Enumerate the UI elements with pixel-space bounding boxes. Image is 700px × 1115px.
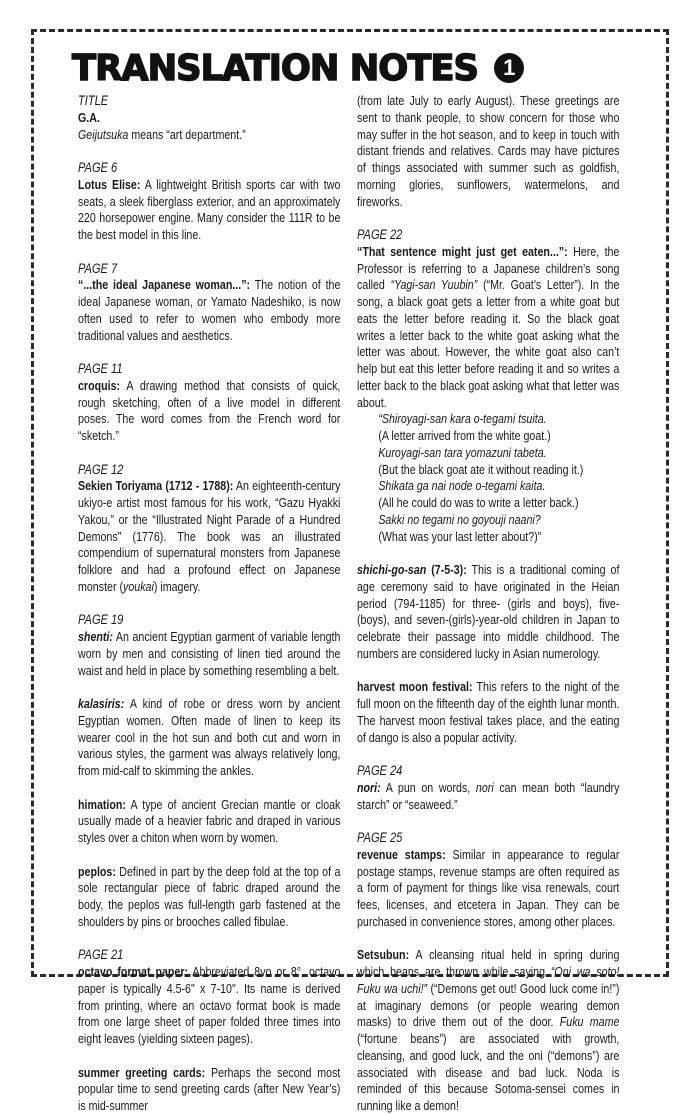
note-term: Lotus Elise: <box>78 176 141 192</box>
note-text: An ancient Egyptian garment of variable length worn by men and consisting of linen tied around the waist and held in place by something resembling a belt. <box>78 629 341 678</box>
lyric-line: (All he could do was to write a letter back.) <box>378 495 579 510</box>
note-entry <box>78 378 340 445</box>
lyric-line: “Shiroyagi-san kara o-tegami tsuita. <box>378 411 547 427</box>
section-heading: PAGE 11 <box>78 361 123 376</box>
note-term: croquis: <box>78 377 121 393</box>
note-text: “Oni wa soto! Fuku wa uchi!” <box>357 964 620 996</box>
note-term: Setsubun: <box>357 947 410 963</box>
note-term: revenue stamps: <box>357 846 446 862</box>
note-entry <box>78 177 340 244</box>
note-term: himation: <box>78 796 126 812</box>
lyric-line: (But the black goat ate it without reading it.) <box>378 461 584 477</box>
note-text: A cleansing ritual held in spring during which beans are thrown while saying <box>357 947 620 979</box>
note-term: Sekien Toriyama (1712 - 1788): <box>78 478 234 494</box>
note-entry <box>78 127 340 144</box>
right-column <box>357 93 619 1115</box>
note-entry <box>78 110 340 127</box>
note-term: summer greeting cards: <box>78 1064 206 1080</box>
lyric-line: Kuroyagi-san tara yomazuni tabeta. <box>378 444 547 460</box>
section-heading: PAGE 7 <box>78 260 118 276</box>
note-entry <box>78 1065 340 1115</box>
note-entry <box>357 847 619 931</box>
note-text: Fuku mame <box>559 1014 620 1030</box>
note-text: The notion of the ideal Japanese woman, or Yamato Nadeshiko, is now often used to refer to women who embody more traditional values and aesthetics. <box>78 277 341 343</box>
note-term: “That sentence might just get eaten...”: <box>357 243 568 259</box>
note-entry <box>357 562 619 663</box>
song-lyrics <box>357 411 619 545</box>
note-entry <box>357 93 619 210</box>
note-text: This is a traditional coming of age ceremony said to have originated in the Heian period (794-1185) for three- (girls and boys), five- (boys), and seven-(girls)-year-old children in Japan to celebrate their passage into middle childhood. The numbers are considered lucky in Asian numerology. <box>357 562 620 661</box>
note-text: An eighteenth-century ukiyo-e artist most famous for his work, “Gazu Hyakki Yakou,” or the “Illustrated Night Parade of a Hundred Demons” (1776). The book was an illustrated compendium of supernatural monsters from Japanese folklore and had a profound effect on Japanese monster ( <box>78 478 341 594</box>
section-heading: PAGE 22 <box>357 227 403 242</box>
lyric-line: (A letter arrived from the white goat.) <box>378 428 551 443</box>
note-entry <box>78 696 340 780</box>
note-text: A lightweight British sports car with two seats, a sleek fiberglass exterior, and an approximately 220 horsepower engine. Many consider the 111R to be the best model in this line. <box>78 176 341 242</box>
note-term: harvest moon festival: <box>357 679 473 695</box>
page-title <box>72 46 524 90</box>
note-term: peplos: <box>78 863 116 879</box>
note-text: (from late July to early August). These greetings are sent to thank people, to show concern for those who may suffer in the hot season, and to keep in touch with distant friends and relatives. Cards may have pictures of things associated with summer such as goldfish, morning glories, sunflowers, watermelons, and fireworks. <box>357 93 620 209</box>
note-entry <box>78 478 340 595</box>
section-heading: PAGE 6 <box>78 160 118 175</box>
section-heading: TITLE <box>78 93 109 108</box>
note-text: Perhaps the second most popular time to send greeting cards (after New Year’s) is mid-summer <box>78 1064 341 1113</box>
section-heading: PAGE 19 <box>78 612 124 628</box>
note-term: shenti: <box>78 629 113 644</box>
note-text: Defined in part by the deep fold at the top of a sole rectangular piece of fabric draped around the body, the peplos was full-length garb fastened at the shoulders by pins or brooches called fibulae. <box>78 863 341 929</box>
left-column <box>78 93 340 1115</box>
note-text: Abbreviated 8vo or 8°, octavo paper is typically 4.5-6" x 7-10". Its name is derived from printing, where an octavo format book is made from one large sheet of paper folded three times into eight leaves (yielding sixteen pages). <box>78 964 341 1046</box>
lyric-line: (What was your last letter about?)” <box>378 528 542 544</box>
note-text: ) imagery. <box>153 578 201 594</box>
note-text: A kind of robe or dress worn by ancient Egyptian women. Often made of linen to keep its wearer cool in the hot sun and both cut and worn in various styles, the garment was always relatively long, from mid-calf to skimming the ankles. <box>78 696 341 778</box>
lyric-line: Shikata ga nai node o-tegami kaita. <box>378 478 546 494</box>
note-term: “...the ideal Japanese woman...”: <box>78 277 251 293</box>
note-term: nori: <box>357 779 381 795</box>
note-entry <box>78 797 340 847</box>
note-term: kalasiris: <box>78 696 125 711</box>
note-entry <box>357 244 619 412</box>
note-text: (“Demons get out! Good luck come in!”) at imaginary demons (or people wearing demon masks) to drive them out of the door. <box>357 980 620 1030</box>
note-entry <box>78 277 340 344</box>
section-heading: PAGE 12 <box>78 461 124 477</box>
note-text: A drawing method that consists of quick, rough sketching, often of a live model in different poses. The word comes from the French word for “sketch.” <box>78 377 341 443</box>
section-heading: PAGE 21 <box>78 947 124 963</box>
note-term: octavo format paper: <box>78 964 189 979</box>
note-text: (7-5-3): <box>426 562 467 577</box>
note-text: This refers to the night of the full moon on the fifteenth day of the eighth lunar month. The harvest moon festival takes place, and the eating of dango is also a popular activity. <box>357 679 620 745</box>
note-text: (“Mr. Goat’s Letter”). In the song, a black goat gets a letter from a white goat but eats the letter before reading it. So the black goat writes a letter back to the white goat asking what the letter was about. However, the white goat also can’t help but eat this letter before reading it and so writes a letter back to the black goat asking what that letter was about. <box>357 277 620 410</box>
note-text: nori <box>475 779 494 795</box>
note-text: Similar in appearance to regular postage stamps, revenue stamps are often required as a form of payment for things like visa renewals, court fees, licenses, and etcetera in Japan. They can be purchased in convenience stores, among other places. <box>357 846 620 929</box>
note-term: shichi-go-san <box>357 562 427 577</box>
note-term: G.A. <box>78 109 100 125</box>
note-entry <box>78 864 340 931</box>
note-entry <box>357 780 619 814</box>
note-entry <box>357 947 619 1115</box>
title-text: TRANSLATION NOTES <box>72 47 478 89</box>
note-text: A pun on words, <box>380 779 476 795</box>
section-heading: PAGE 25 <box>357 830 403 845</box>
note-text: Here, the Professor is referring to a Japanese children’s song called <box>357 243 620 293</box>
note-text: A type of ancient Grecian mantle or cloak usually made of a heavier fabric and draped in various styles over a chiton when worn by women. <box>78 796 341 845</box>
note-text: (“fortune beans”) are associated with growth, cleansing, and good luck, and the oni (“demons”) are associated with disease and bad luck. Noda is reminded of this because Sotoma-sensei comes in running like a demon! <box>357 1031 620 1113</box>
note-text: means “art department.” <box>128 126 246 142</box>
note-entry <box>78 964 340 1048</box>
lyric-line: Sakki no tegami no goyouji naani? <box>378 511 541 527</box>
note-text: Geijutsuka <box>78 126 129 142</box>
note-text: can mean both “laundry starch” or “seaweed.” <box>357 779 620 812</box>
note-entry <box>357 679 619 746</box>
note-text: “Yagi-san Yuubin” <box>390 277 478 293</box>
note-text: youkai <box>123 578 154 594</box>
note-entry <box>78 629 340 679</box>
section-heading: PAGE 24 <box>357 763 403 778</box>
volume-number-badge: 1 <box>494 53 524 83</box>
